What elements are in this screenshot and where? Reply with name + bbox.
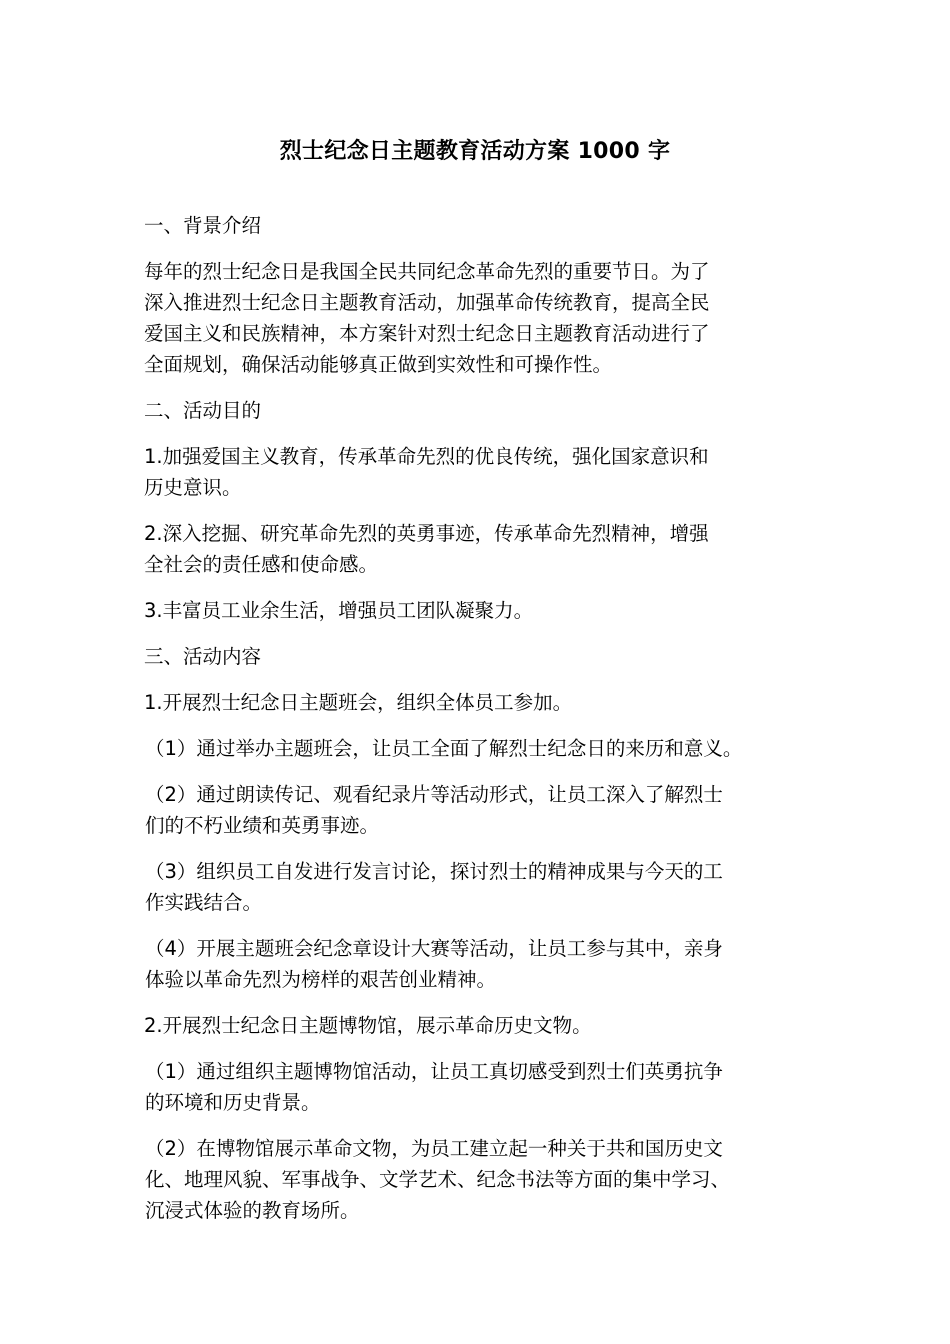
text-line: （2）在博物馆展示革命文物，为员工建立起一种关于共和国历史文 bbox=[145, 1137, 723, 1160]
text-line: 体验以革命先烈为榜样的艰苦创业精神。 bbox=[145, 968, 497, 991]
text-line: 作实践结合。 bbox=[145, 891, 263, 914]
section-heading-purpose bbox=[144, 395, 834, 426]
section-heading-background bbox=[144, 210, 834, 241]
text-line: 爱国主义和民族精神，本方案针对烈士纪念日主题教育活动进行了 bbox=[144, 322, 710, 345]
text-line: 1.开展烈士纪念日主题班会，组织全体员工参加。 bbox=[144, 691, 573, 714]
purpose-item-2 bbox=[144, 518, 834, 580]
text-line: 2.开展烈士纪念日主题博物馆，展示革命历史文物。 bbox=[144, 1014, 592, 1037]
text-line: （1）通过组织主题博物馆活动，让员工真切感受到烈士们英勇抗争 bbox=[145, 1060, 723, 1083]
text-line: 每年的烈士纪念日是我国全民共同纪念革命先烈的重要节日。为了 bbox=[144, 260, 710, 283]
content-subitem-1-1 bbox=[145, 733, 834, 764]
text-line: 全面规划，确保活动能够真正做到实效性和可操作性。 bbox=[144, 353, 613, 376]
text-line: 们的不朽业绩和英勇事迹。 bbox=[145, 814, 380, 837]
content-subitem-1-3 bbox=[145, 856, 834, 918]
document-title: 烈士纪念日主题教育活动方案 1000 字 bbox=[279, 139, 671, 164]
text-line: 二、活动目的 bbox=[144, 399, 262, 422]
purpose-item-3 bbox=[144, 595, 834, 626]
text-line: 2.深入挖掘、研究革命先烈的英勇事迹，传承革命先烈精神，增强 bbox=[144, 522, 709, 545]
text-line: 沉浸式体验的教育场所。 bbox=[145, 1199, 360, 1222]
content-item-1 bbox=[144, 687, 834, 718]
content-subitem-2-2 bbox=[145, 1133, 834, 1226]
text-line: （4）开展主题班会纪念章设计大赛等活动，让员工参与其中，亲身 bbox=[145, 937, 723, 960]
text-line: 历史意识。 bbox=[144, 476, 242, 499]
text-line: 的环境和历史背景。 bbox=[145, 1091, 321, 1114]
content-subitem-2-1 bbox=[145, 1056, 834, 1118]
content-subitem-1-4 bbox=[145, 933, 834, 995]
purpose-item-1 bbox=[144, 441, 834, 503]
text-line: 一、背景介绍 bbox=[144, 214, 262, 237]
paragraph-background bbox=[144, 256, 834, 380]
text-line: （1）通过举办主题班会，让员工全面了解烈士纪念日的来历和意义。 bbox=[145, 737, 743, 760]
text-line: 深入推进烈士纪念日主题教育活动，加强革命传统教育，提高全民 bbox=[144, 291, 710, 314]
content-item-2 bbox=[144, 1010, 834, 1041]
section-heading-content bbox=[144, 641, 834, 672]
text-line: 化、地理风貌、军事战争、文学艺术、纪念书法等方面的集中学习、 bbox=[145, 1168, 731, 1191]
text-line: 三、活动内容 bbox=[144, 645, 262, 668]
text-line: （2）通过朗读传记、观看纪录片等活动形式，让员工深入了解烈士 bbox=[145, 783, 723, 806]
text-line: 3.丰富员工业余生活，增强员工团队凝聚力。 bbox=[144, 599, 534, 622]
document-body bbox=[144, 210, 834, 1241]
text-line: 全社会的责任感和使命感。 bbox=[144, 553, 379, 576]
text-line: 1.加强爱国主义教育，传承革命先烈的优良传统，强化国家意识和 bbox=[144, 445, 709, 468]
text-line: （3）组织员工自发进行发言讨论，探讨烈士的精神成果与今天的工 bbox=[145, 860, 723, 883]
content-subitem-1-2 bbox=[145, 779, 834, 841]
